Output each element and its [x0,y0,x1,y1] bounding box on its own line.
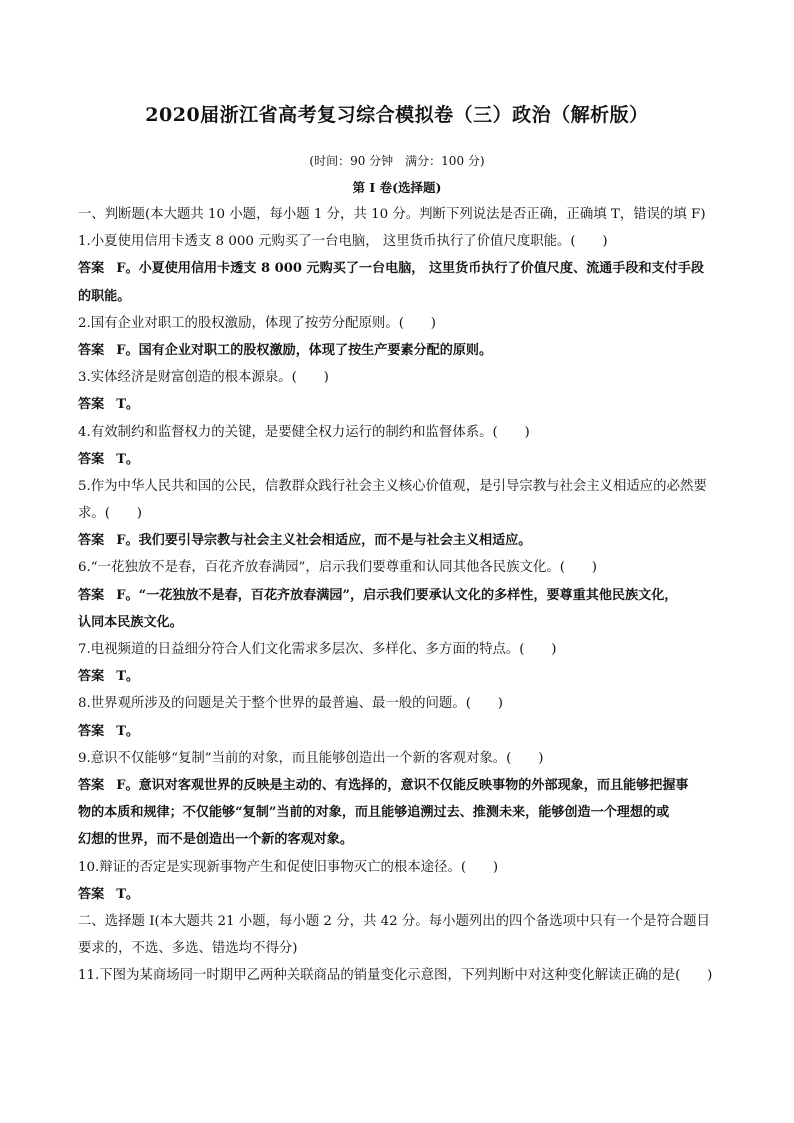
answer-line [78,337,726,364]
line-text: 3.实体经济是财富创造的根本源泉。( ) [78,370,329,386]
line-text: T。 [116,451,140,467]
line-text: 的职能。 [78,288,131,304]
exam-meta: (时间：90 分钟 满分：100 分) [309,154,485,168]
answer-label: 答案 [78,723,105,739]
document-title: 2020届浙江省高考复习综合模拟卷（三）政治（解析版） [145,104,649,126]
question-line [78,908,726,935]
line-text: F。意识对客观世界的反映是主动的、有选择的，意识不仅能反映事物的外部现象，而且能够把握事 [116,777,689,793]
answer-line [78,799,726,826]
line-text: F。国有企业对职工的股权激励，体现了按生产要素分配的原则。 [116,342,493,358]
line-text: 物的本质和规律；不仅能够“复制”当前的对象，而且能够追溯过去、推测未来，能够创造一个理想的或 [78,805,670,821]
question-line [78,854,726,881]
line-text: 10.辩证的否定是实现新事物产生和促使旧事物灭亡的根本途径。( ) [78,859,499,875]
question-line [78,500,726,527]
line-text: 4.有效制约和监督权力的关键，是要健全权力运行的制约和监督体系。( ) [78,424,530,440]
answer-line [78,283,726,310]
answer-label: 答案 [78,777,105,793]
answer-label: 答案 [78,261,105,277]
volume-title: 第 I 卷(选择题) [352,180,442,195]
question-line [78,228,726,255]
answer-label: 答案 [78,669,105,685]
line-text: T。 [116,669,140,685]
answer-label: 答案 [78,342,105,358]
question-line [78,419,726,446]
line-text: 6.“一花独放不是春，百花齐放春满园”，启示我们要尊重和认同其他各民族文化。( ) [78,560,597,576]
line-text: 求。( ) [78,506,143,522]
question-line [78,473,726,500]
line-text: F。我们要引导宗教与社会主义社会相适应，而不是与社会主义相适应。 [116,533,532,549]
question-line [78,935,726,962]
question-line [78,310,726,337]
question-line [78,745,726,772]
answer-line [78,446,726,473]
line-text: 二、选择题 I(本大题共 21 小题，每小题 2 分，共 42 分。每小题列出的四个备选项中只有一个是符合题目 [78,913,710,929]
question-line [78,554,726,581]
answer-label: 答案 [78,886,105,902]
answer-line [78,718,726,745]
answer-line [78,881,726,908]
answer-line [78,527,726,554]
answer-label: 答案 [78,397,105,413]
question-line [78,201,726,228]
line-text: T。 [116,723,140,739]
line-text: 认同本民族文化。 [78,614,183,630]
line-text: 11.下图为某商场同一时期甲乙两种关联商品的销量变化示意图，下列判断中对这种变化解读正确的是( ) [78,968,713,984]
question-line [78,636,726,663]
answer-label: 答案 [78,587,105,603]
answer-line [78,255,726,282]
answer-line [78,663,726,690]
line-text: 9.意识不仅能够“复制”当前的对象，而且能够创造出一个新的客观对象。( ) [78,750,544,766]
document-body [78,201,726,989]
answer-label: 答案 [78,533,105,549]
answer-line [78,826,726,853]
line-text: 1.小夏使用信用卡透支 8 000 元购买了一台电脑， 这里货币执行了价值尺度职能。( ) [78,234,608,250]
line-text: T。 [116,397,140,413]
line-text: 幻想的世界，而不是创造出一个新的客观对象。 [78,832,353,848]
answer-label: 答案 [78,451,105,467]
line-text: 要求的，不选、多选、错选均不得分) [78,941,298,957]
question-line [78,962,726,989]
line-text: 7.电视频道的日益细分符合人们文化需求多层次、多样化、多方面的特点。( ) [78,642,557,657]
line-text: 5.作为中华人民共和国的公民，信教群众践行社会主义核心价值观，是引导宗教与社会主义相适应的必然要 [78,478,707,494]
answer-line [78,772,726,799]
line-text: F。小夏使用信用卡透支 8 000 元购买了一台电脑， 这里货币执行了价值尺度、流通手段和支付手段 [116,261,704,277]
line-text: F。“一花独放不是春，百花齐放春满园”，启示我们要承认文化的多样性，要尊重其他民族文化， [116,587,678,603]
question-line [78,690,726,717]
line-text: 8.世界观所涉及的问题是关于整个世界的最普遍、最一般的问题。( ) [78,696,503,712]
line-text: 2.国有企业对职工的股权激励，体现了按劳分配原则。( ) [78,315,436,331]
answer-line [78,391,726,418]
line-text: T。 [116,886,140,902]
answer-line [78,609,726,636]
answer-line [78,582,726,609]
question-line [78,364,726,391]
line-text: 一、判断题(本大题共 10 小题，每小题 1 分，共 10 分。判断下列说法是否正确，正确填 T，错误的填 F) [78,207,706,222]
